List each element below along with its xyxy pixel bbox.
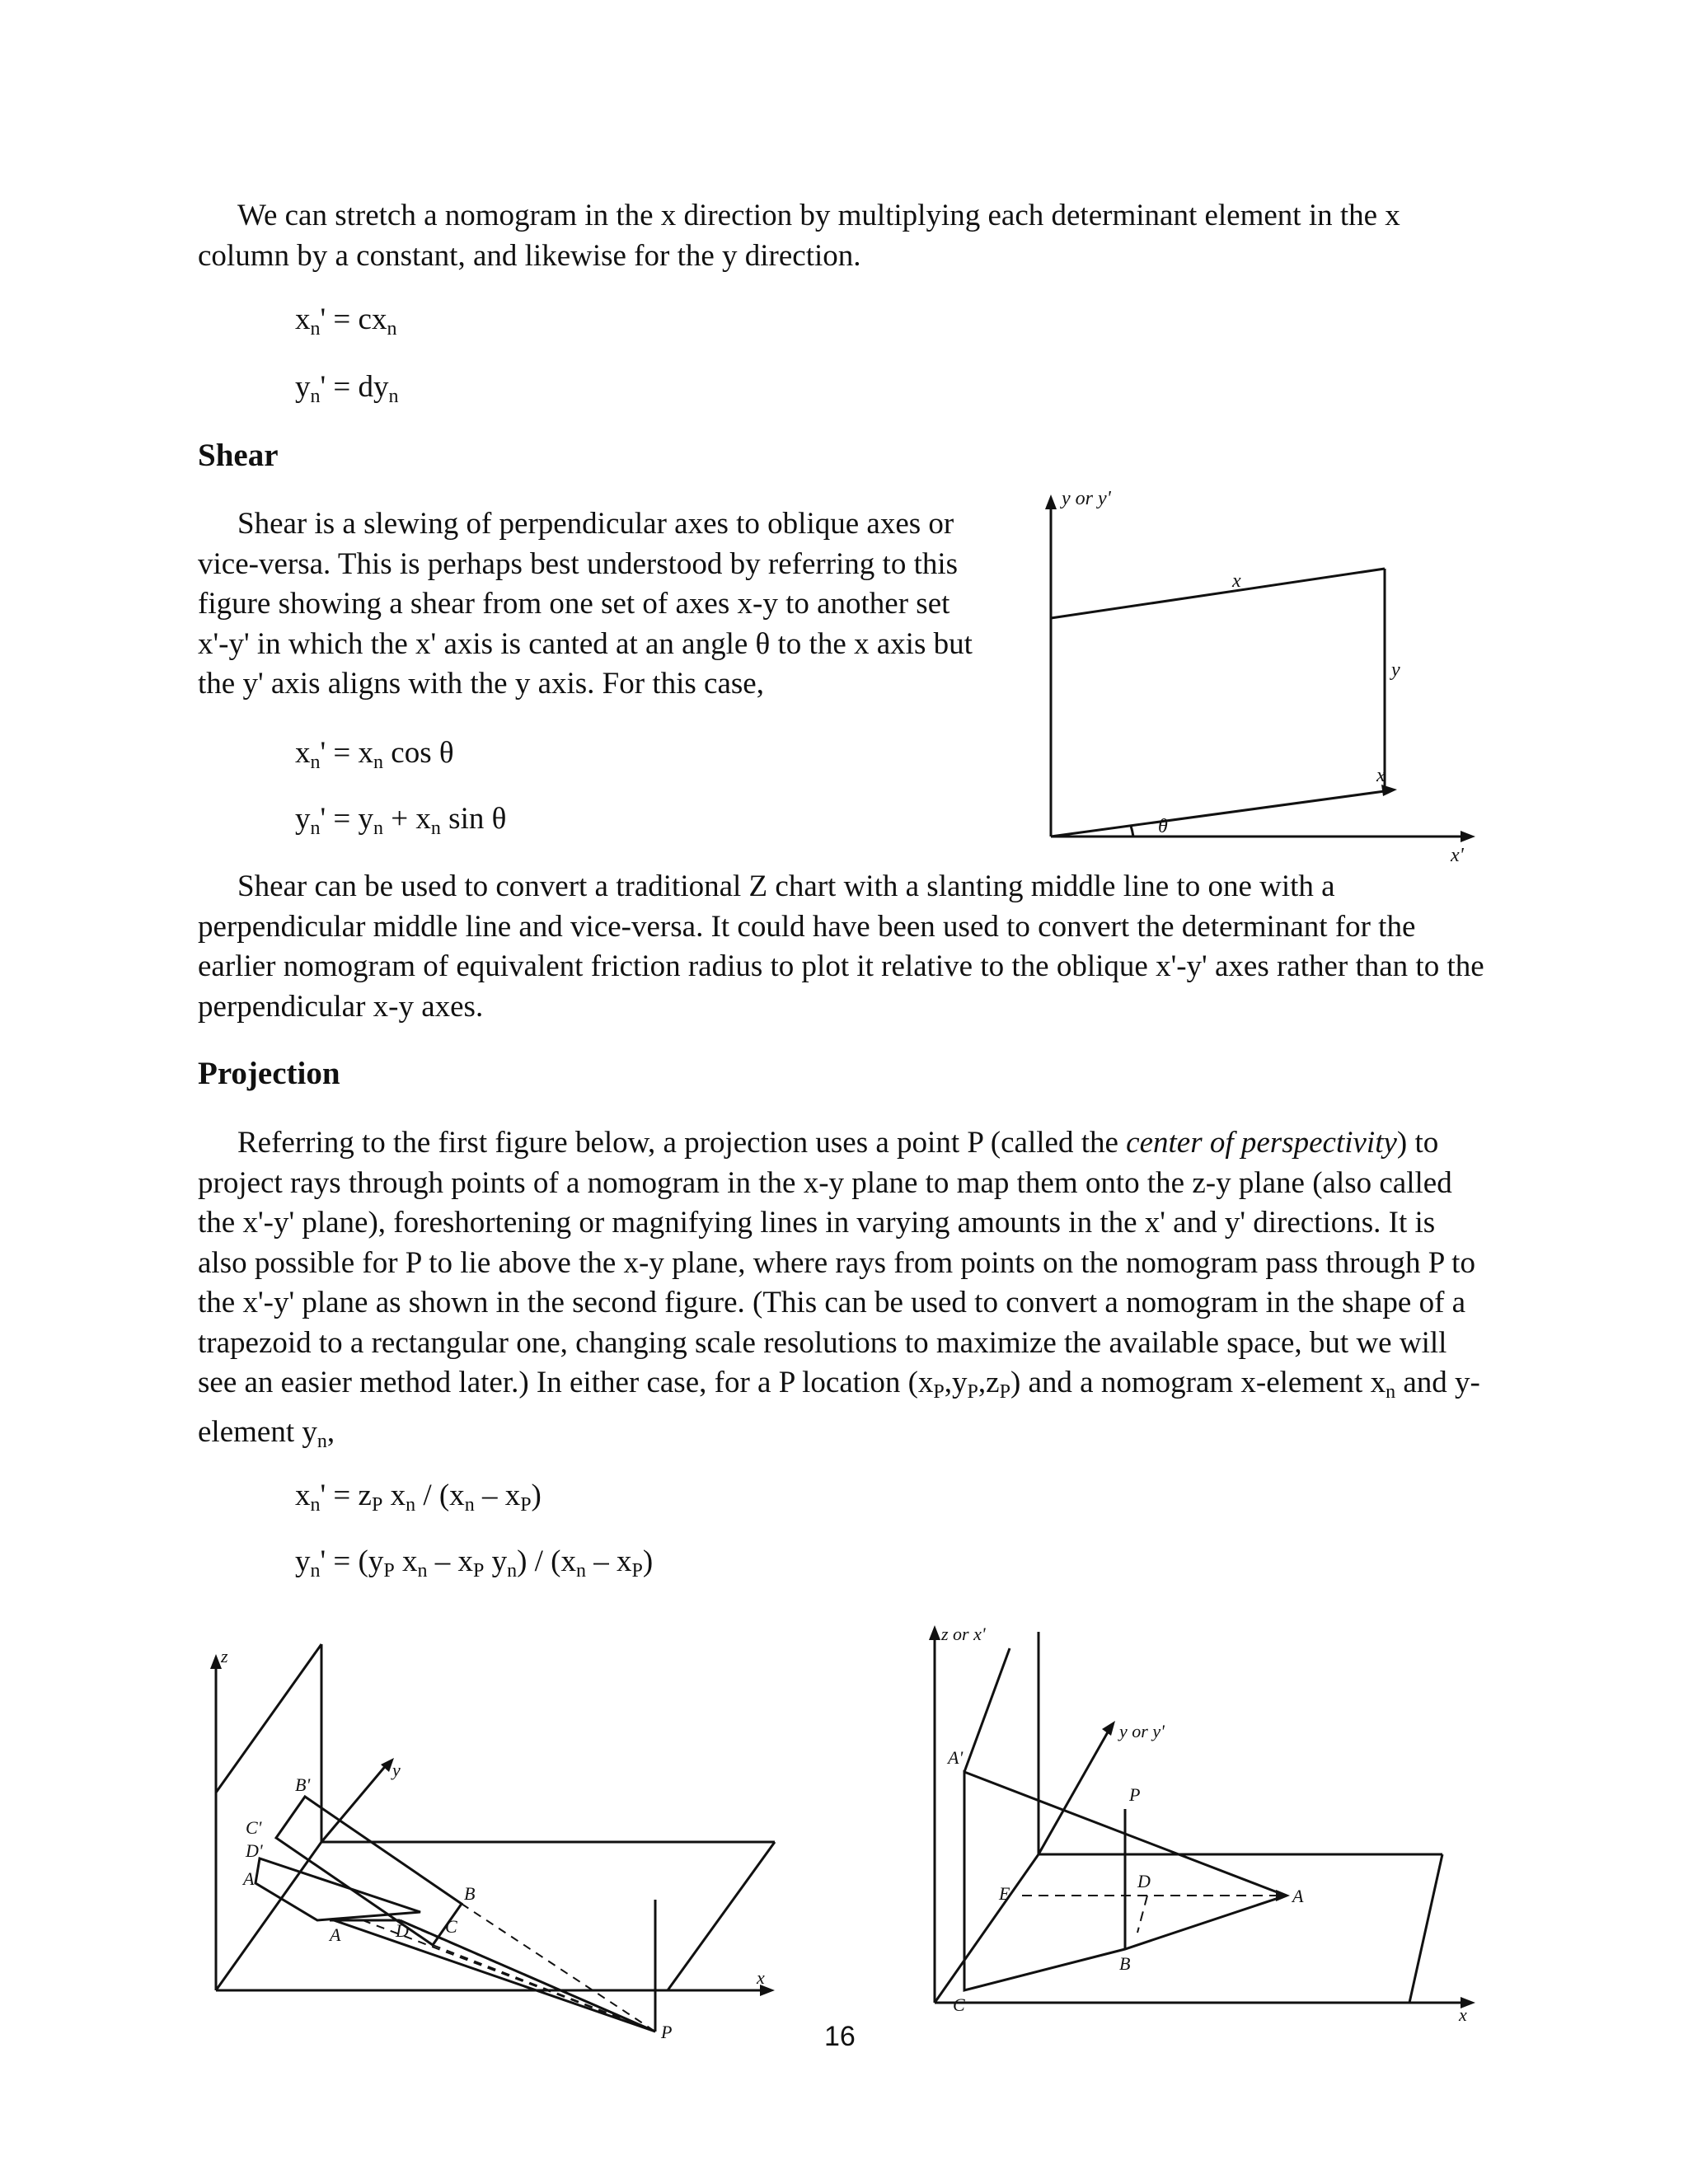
svg-text:y or y': y or y': [1119, 1721, 1165, 1741]
svg-text:A: A: [330, 1924, 341, 1945]
shear-paragraph: Shear is a slewing of perpendicular axes to oblique axes or vice-versa. This is perhaps best understood by referring to this figure showing a shear from one set of axes x-y to another set x'-y' in which the x' axis is canted at an angle θ to the x axis but the y' axis aligns with the y axis. For this case,: [198, 507, 973, 701]
svg-text:θ: θ: [1158, 816, 1168, 837]
svg-text:C: C: [445, 1916, 457, 1937]
svg-text:x: x: [1232, 570, 1241, 592]
svg-text:B': B': [295, 1774, 311, 1795]
shear-figure: [1022, 486, 1484, 865]
equation-projection-x: $x_n' = z_P$ $x_n / (x_n - x_P)$: [295, 1479, 542, 1516]
svg-text:C': C': [246, 1817, 262, 1838]
svg-text:x: x: [1376, 765, 1386, 786]
svg-text:y: y: [392, 1760, 401, 1780]
y-axis-line: [1039, 1731, 1109, 1854]
y-axis-arrow-icon: [1045, 494, 1057, 509]
x-oblique-arrow-icon: [1381, 785, 1397, 796]
equation-projection-y: $y_n' = (y_P$ $x_n - x_P$ $y_n) / (x_n - x_P)$: [295, 1544, 654, 1582]
A-arrow-icon: [1276, 1890, 1290, 1901]
equation-y-stretch: $y_n' = dy_n$: [295, 370, 399, 407]
projection-paragraph: Referring to the first figure below, a projection uses a point P (called the center of perspectivity) to project rays through points of a nomogram in the x-y plane to map them onto the z-y plane (also called the x'-y' plane), foreshortening or magnifying lines in varying amounts in the x' and y' directions. It is also possible for P to lie above the x-y plane, where rays from points on the nomogram pass through P to the x'-y' plane as shown in the second figure. (This can be used to convert a nomogram in the shape of a trapezoid to a rectangular one, changing scale resolutions to maximize the available space, but we will see an easier method later.) In either case, for a P location $(x_P,y_P,z_P)$ and a nomogram x-element $x_n$ and y-element $y_n$,: [198, 1126, 1480, 1452]
svg-text:x: x: [757, 1967, 765, 1988]
page-number: 16: [824, 2021, 856, 2052]
x-prime-arrow-icon: [1461, 831, 1475, 842]
svg-text:A': A': [948, 1747, 964, 1768]
svg-text:z or x': z or x': [941, 1624, 986, 1644]
svg-text:B: B: [1119, 1953, 1131, 1974]
shear-after-paragraph: Shear can be used to convert a traditional Z chart with a slanting middle line to one with a perpendicular middle line and vice-versa. It could have been used to convert the determinant for the earlier nomogram of equivalent friction radius to plot it relative to the oblique x'-y' axes rather than to the perpendicular x-y axes.: [198, 869, 1484, 1024]
svg-text:D': D': [246, 1840, 263, 1861]
svg-text:P: P: [1129, 1784, 1141, 1805]
x-top-line: [1051, 569, 1385, 618]
svg-text:z: z: [221, 1646, 228, 1666]
x-oblique-axis-line: [1051, 791, 1385, 837]
y-arrow-icon: [1102, 1721, 1115, 1736]
svg-text:A': A': [243, 1868, 259, 1889]
svg-text:C: C: [953, 1994, 965, 2015]
svg-text:E: E: [999, 1883, 1010, 1904]
svg-text:D: D: [396, 1920, 409, 1941]
projection-figure-1: [198, 1628, 799, 2040]
equation-x-stretch: $x_n' = cx_n$: [295, 302, 397, 340]
projection-figure-2: [915, 1615, 1484, 2027]
equation-shear-x: $x_n' = x_n$ cos θ: [295, 736, 454, 773]
intro-paragraph: We can stretch a nomogram in the x direction by multiplying each determinant element in the x column by a constant, and likewise for the y direction.: [198, 199, 1400, 273]
svg-text:B: B: [464, 1883, 476, 1904]
svg-text:D: D: [1137, 1871, 1151, 1891]
equation-shear-y: $y_n' = y_n + x_n$ sin θ: [295, 802, 507, 839]
svg-text:y: y: [1391, 659, 1400, 681]
section-heading-shear: Shear: [198, 438, 279, 473]
z-arrow-icon: [929, 1625, 940, 1640]
svg-text:y or y': y or y': [1062, 488, 1111, 509]
svg-text:P: P: [661, 2022, 673, 2040]
z-arrow-icon: [210, 1654, 222, 1669]
section-heading-projection: Projection: [198, 1056, 340, 1091]
svg-text:x: x: [1459, 2004, 1467, 2025]
svg-text:x': x': [1451, 845, 1464, 865]
svg-text:A: A: [1292, 1886, 1304, 1906]
